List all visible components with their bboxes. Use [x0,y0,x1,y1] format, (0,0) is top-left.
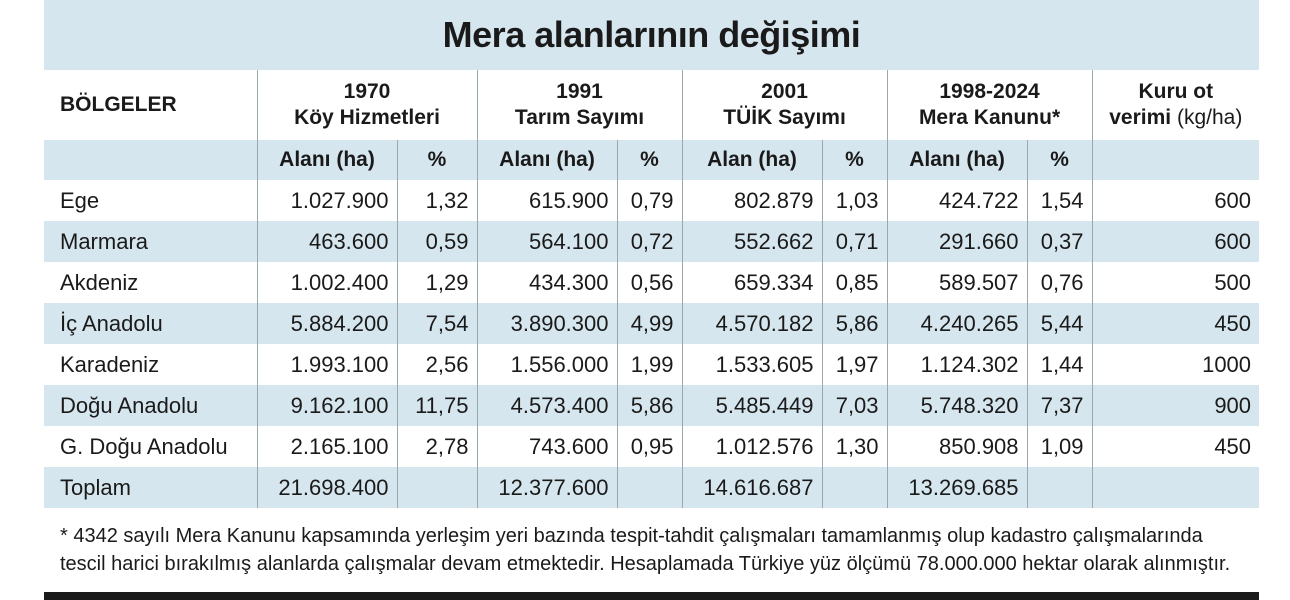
subheader-row [44,140,1259,180]
cell-pct-1970: 11,75 [397,385,477,426]
cell-pct-1998: 5,44 [1027,303,1092,344]
cell-pct-1991: 5,86 [617,385,682,426]
cell-area-1998: 850.908 [887,426,1027,467]
cell-region: Marmara [44,221,257,262]
cell-area-1998: 5.748.320 [887,385,1027,426]
cell-area-1970: 1.027.900 [257,180,397,221]
cell-pct-1991: 1,99 [617,344,682,385]
cell-pct-2001: 1,97 [822,344,887,385]
cell-pct-1970 [397,467,477,508]
cell-area-1998: 589.507 [887,262,1027,303]
cell-area-1970: 463.600 [257,221,397,262]
footnote: * 4342 sayılı Mera Kanunu kapsamında yerleşim yeri bazında tespit-tahdit çalışmaları tamamlanmış olup kadastro çalışmalarında tescil harici bırakılmış alanlarda çalışmalar devam etmektedir. Hesaplamada Türkiye yüz ölçümü 78.000.000 hektar olarak alınmıştır. [60,525,1231,575]
cell-pct-2001: 0,71 [822,221,887,262]
cell-area-1991: 3.890.300 [477,303,617,344]
cell-area-1998: 424.722 [887,180,1027,221]
header-year: 1991 [556,80,603,103]
subheader-area-1991: Alanı (ha) [477,140,617,180]
cell-pct-1998: 0,37 [1027,221,1092,262]
header-group-1970 [257,70,477,140]
cell-pct-2001: 5,86 [822,303,887,344]
cell-region: Karadeniz [44,344,257,385]
header-group-1998-2024 [887,70,1092,140]
cell-pct-1970: 7,54 [397,303,477,344]
cell-pct-1998: 7,37 [1027,385,1092,426]
cell-area-2001: 552.662 [682,221,822,262]
header-source: Tarım Sayımı [514,106,645,129]
subheader-empty [44,140,257,180]
table-row [44,221,1259,262]
header-group-1991 [477,70,682,140]
cell-yield: 600 [1092,180,1259,221]
cell-pct-2001: 7,03 [822,385,887,426]
cell-region: Ege [44,180,257,221]
cell-area-2001: 1.012.576 [682,426,822,467]
cell-area-1998: 13.269.685 [887,467,1027,508]
cell-area-1991: 615.900 [477,180,617,221]
header-yield-line1: Kuru ot [1138,80,1214,103]
table-row [44,303,1259,344]
cell-yield: 600 [1092,221,1259,262]
cell-area-1970: 1.993.100 [257,344,397,385]
pasture-table [44,70,1259,508]
header-year: 1970 [343,80,391,103]
header-row [44,70,1259,140]
cell-pct-1998: 1,44 [1027,344,1092,385]
cell-area-1970: 2.165.100 [257,426,397,467]
cell-pct-2001: 1,03 [822,180,887,221]
bottom-rule [44,592,1259,600]
header-region: BÖLGELER [44,70,257,140]
subheader-area-1970: Alanı (ha) [257,140,397,180]
cell-pct-1998: 0,76 [1027,262,1092,303]
table-row [44,180,1259,221]
cell-pct-1991: 0,79 [617,180,682,221]
cell-pct-1970: 1,29 [397,262,477,303]
cell-pct-1998: 1,09 [1027,426,1092,467]
table-card [44,0,1259,578]
cell-area-1998: 1.124.302 [887,344,1027,385]
subheader-pct-1991: % [617,140,682,180]
cell-pct-1991: 0,56 [617,262,682,303]
cell-yield: 450 [1092,426,1259,467]
table-row [44,344,1259,385]
cell-region: Doğu Anadolu [44,385,257,426]
cell-area-2001: 14.616.687 [682,467,822,508]
subheader-area-2001: Alan (ha) [682,140,822,180]
subheader-area-1998: Alanı (ha) [887,140,1027,180]
subheader-pct-1970: % [397,140,477,180]
cell-pct-1998 [1027,467,1092,508]
cell-region: Akdeniz [44,262,257,303]
header-year: 1998-2024 [939,80,1040,103]
cell-pct-1991 [617,467,682,508]
cell-pct-1991: 0,72 [617,221,682,262]
cell-area-1998: 4.240.265 [887,303,1027,344]
table-row-total [44,467,1259,508]
cell-area-1991: 1.556.000 [477,344,617,385]
cell-yield: 450 [1092,303,1259,344]
table-title: Mera alanlarının değişimi [44,0,1259,70]
cell-area-2001: 4.570.182 [682,303,822,344]
header-source: Köy Hizmetleri [294,106,440,129]
cell-area-1970: 9.162.100 [257,385,397,426]
cell-area-1970: 1.002.400 [257,262,397,303]
cell-area-1991: 4.573.400 [477,385,617,426]
cell-pct-1998: 1,54 [1027,180,1092,221]
cell-pct-1970: 1,32 [397,180,477,221]
subheader-pct-1998: % [1027,140,1092,180]
cell-region: İç Anadolu [44,303,257,344]
table-row [44,385,1259,426]
header-yield-label: verimi [1109,106,1172,129]
table-row [44,426,1259,467]
header-yield-unit: (kg/ha) [1176,106,1243,129]
cell-pct-2001: 0,85 [822,262,887,303]
header-group-2001 [682,70,887,140]
cell-area-1991: 12.377.600 [477,467,617,508]
cell-area-2001: 1.533.605 [682,344,822,385]
cell-pct-1970: 0,59 [397,221,477,262]
cell-area-1991: 564.100 [477,221,617,262]
cell-region: G. Doğu Anadolu [44,426,257,467]
cell-area-2001: 5.485.449 [682,385,822,426]
subheader-empty [1092,140,1259,180]
cell-yield: 900 [1092,385,1259,426]
cell-pct-1991: 0,95 [617,426,682,467]
cell-yield: 1000 [1092,344,1259,385]
cell-pct-2001: 1,30 [822,426,887,467]
header-year: 2001 [761,80,808,103]
cell-area-1970: 21.698.400 [257,467,397,508]
header-yield [1092,70,1259,140]
subheader-pct-2001: % [822,140,887,180]
cell-area-1998: 291.660 [887,221,1027,262]
table-row [44,262,1259,303]
cell-pct-2001 [822,467,887,508]
cell-region: Toplam [44,467,257,508]
header-yield-line2 [1093,105,1260,131]
cell-pct-1970: 2,78 [397,426,477,467]
cell-area-1991: 743.600 [477,426,617,467]
cell-yield: 500 [1092,262,1259,303]
cell-area-2001: 802.879 [682,180,822,221]
cell-pct-1991: 4,99 [617,303,682,344]
cell-pct-1970: 2,56 [397,344,477,385]
header-source: TÜİK Sayımı [723,106,846,129]
cell-area-2001: 659.334 [682,262,822,303]
table-body [44,180,1259,508]
header-source: Mera Kanunu* [918,106,1061,129]
cell-area-1991: 434.300 [477,262,617,303]
cell-yield [1092,467,1259,508]
cell-area-1970: 5.884.200 [257,303,397,344]
